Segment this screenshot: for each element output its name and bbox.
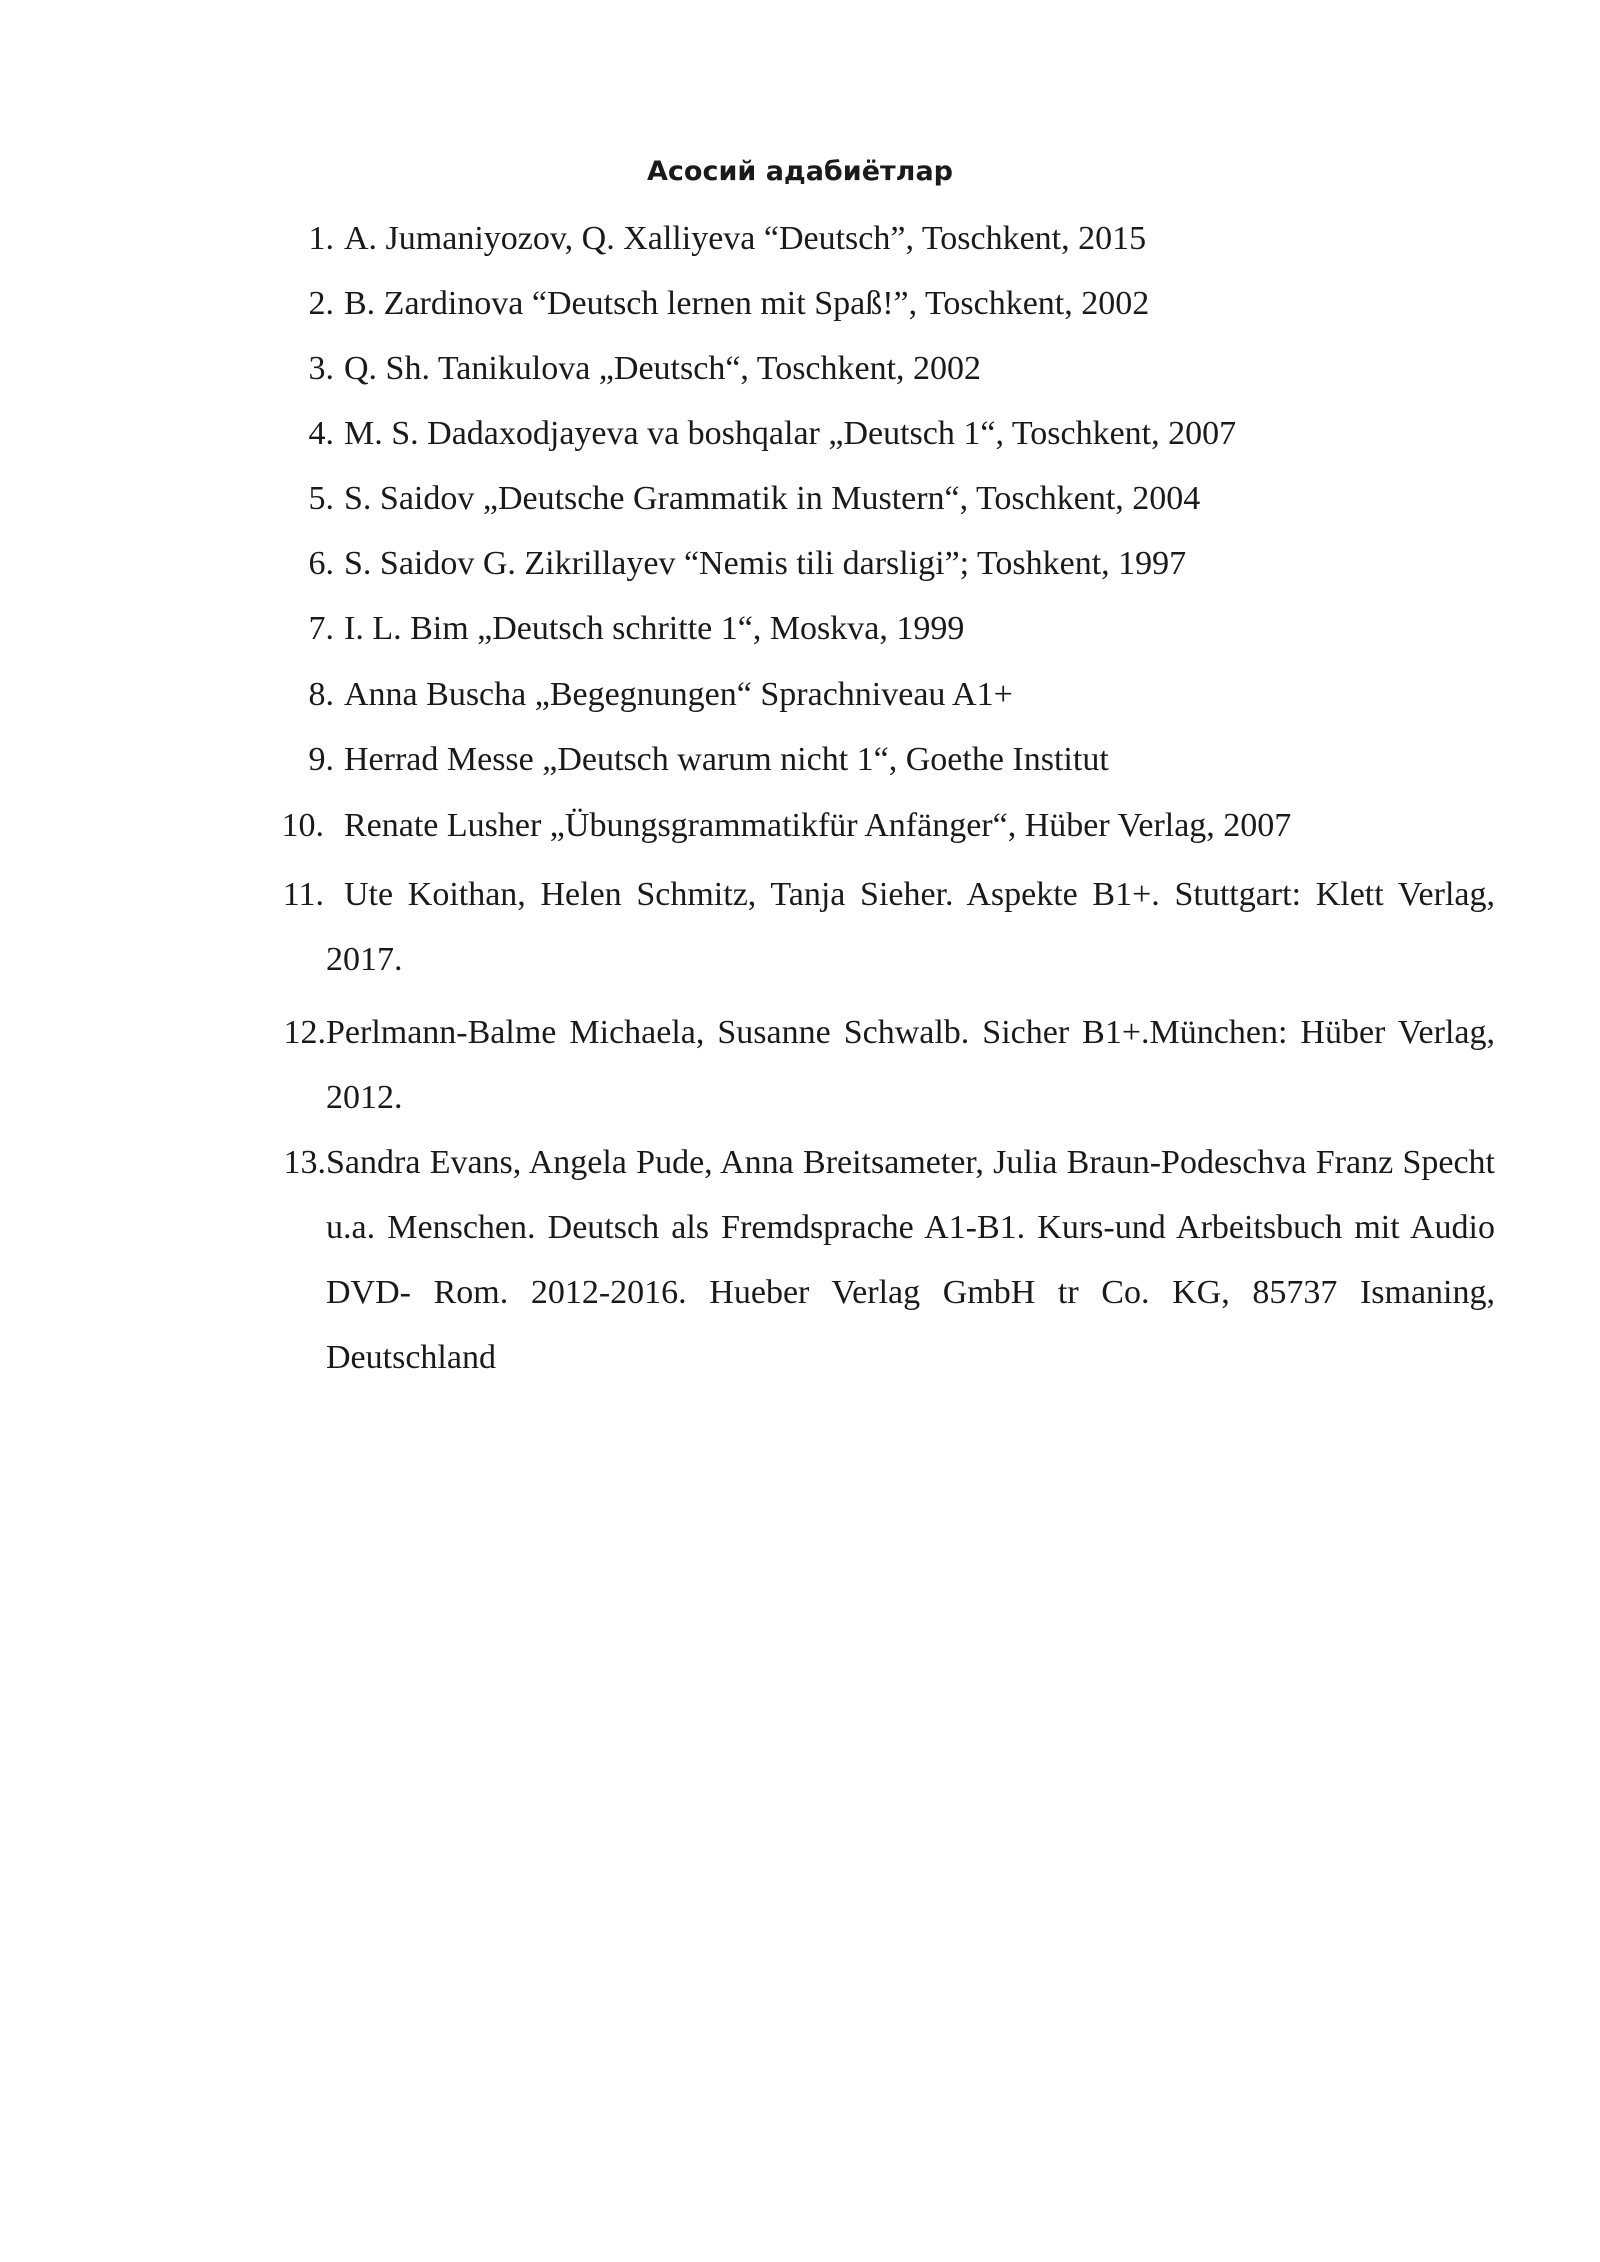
reference-number: 1.: [308, 220, 334, 257]
reference-text: B. Zardinova “Deutsch lernen mit Spaß!”, Toschkent, 2002: [344, 285, 1150, 322]
reference-number: 10.: [281, 807, 324, 844]
reference-item-10: [0, 793, 1600, 858]
reference-number: 13.: [283, 1144, 326, 1181]
reference-text: M. S. Dadaxodjayeva va boshqalar „Deutsch 1“, Toschkent, 2007: [344, 415, 1237, 452]
page-heading: Асосий адабиётлар: [647, 156, 953, 187]
reference-number: 7.: [308, 610, 334, 647]
reference-item-8: [0, 662, 1600, 727]
reference-item-1: [0, 206, 1600, 271]
reference-item-9: [0, 727, 1600, 792]
reference-item-5: [0, 466, 1600, 531]
reference-number: 12.: [283, 1014, 326, 1051]
reference-item-2: [0, 271, 1600, 336]
reference-text: Perlmann-Balme Michaela, Susanne Schwalb. Sicher B1+.München: Hüber Verlag, 2012.: [326, 1014, 1495, 1116]
reference-number: 4.: [308, 415, 334, 452]
reference-item-6: [0, 531, 1600, 596]
reference-item-3: [0, 336, 1600, 401]
reference-item-12: [0, 1000, 1600, 1130]
reference-item-13: [0, 1130, 1600, 1394]
reference-number: 3.: [308, 350, 334, 387]
reference-text: Anna Buscha „Begegnungen“ Sprachniveau A1+: [344, 676, 1013, 713]
reference-text: S. Saidov „Deutsche Grammatik in Mustern“, Toschkent, 2004: [344, 480, 1201, 517]
reference-item-7: [0, 596, 1600, 661]
reference-text: Ute Koithan, Helen Schmitz, Tanja Sieher. Aspekte B1+. Stuttgart: Klett Verlag, 2017.: [326, 876, 1495, 978]
reference-text: Herrad Messe „Deutsch warum nicht 1“, Goethe Institut: [344, 741, 1109, 778]
reference-text: Q. Sh. Tanikulova „Deutsch“, Toschkent, 2002: [344, 350, 982, 387]
reference-number: 6.: [308, 545, 334, 582]
reference-number: 5.: [308, 480, 334, 517]
reference-item-11: [0, 862, 1600, 992]
reference-item-4: [0, 401, 1600, 466]
reference-number: 2.: [308, 285, 334, 322]
reference-text: A. Jumaniyozov, Q. Xalliyeva “Deutsch”, Toschkent, 2015: [344, 220, 1147, 257]
reference-number: 11.: [282, 876, 324, 913]
reference-number: 8.: [308, 676, 334, 713]
reference-text: I. L. Bim „Deutsch schritte 1“, Moskva, 1999: [344, 610, 965, 647]
reference-text: S. Saidov G. Zikrillayev “Nemis tili darsligi”; Toshkent, 1997: [344, 545, 1187, 582]
reference-text: Renate Lusher „Übungsgrammatikfür Anfänger“, Hüber Verlag, 2007: [344, 807, 1292, 844]
reference-number: 9.: [308, 741, 334, 778]
reference-text: Sandra Evans, Angela Pude, Anna Breitsameter, Julia Braun-Podeschva Franz Specht u.a. Menschen. Deutsch als Fremdsprache A1-B1. Kurs-und Arbeitsbuch mit Audio DVD- Rom. 2012-2016. Hueber Verlag GmbH tr Co. KG, 85737 Ismaning, Deutschland: [326, 1144, 1495, 1376]
